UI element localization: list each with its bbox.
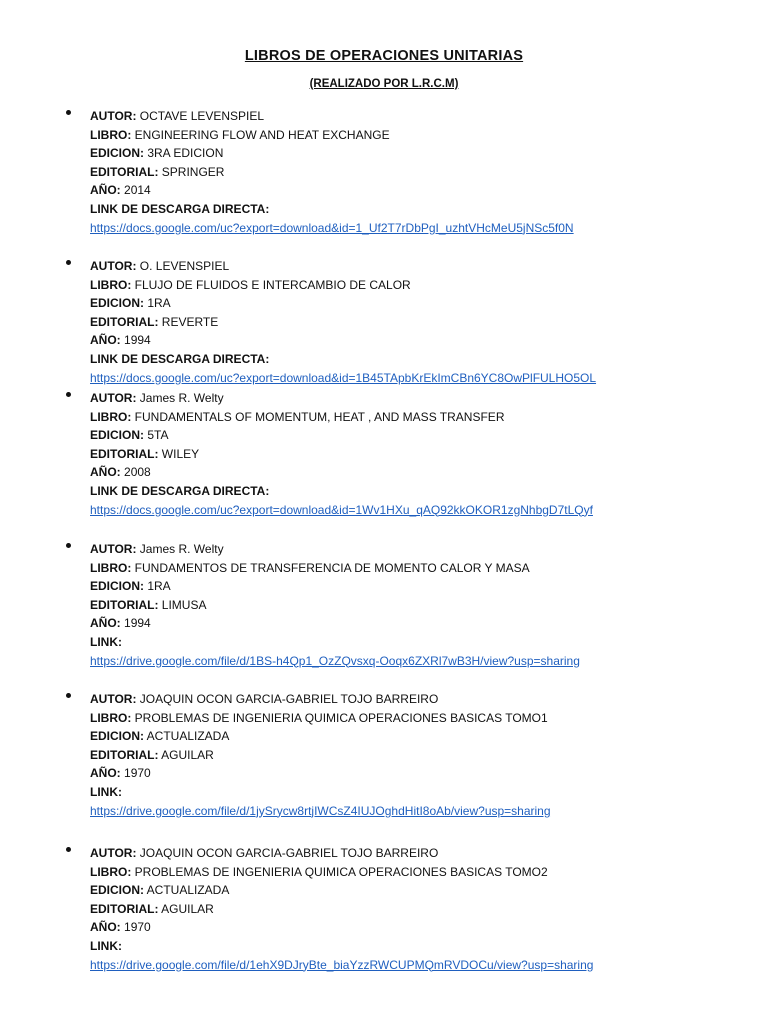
book-label: LIBRO: (90, 560, 132, 575)
publisher-label: EDITORIAL: (90, 314, 159, 329)
publisher-value: REVERTE (161, 314, 219, 329)
publisher-line (90, 313, 750, 332)
download-link[interactable]: https://docs.google.com/uc?export=download&id=1B45TApbKrEkImCBn6YC8OwPlFULHO5OL (90, 370, 597, 385)
book-entry (90, 844, 750, 974)
year-line (90, 463, 750, 482)
edition-label: EDICION: (90, 146, 144, 161)
link-label: LINK: (90, 784, 122, 799)
book-line (90, 709, 750, 728)
edition-value: 1RA (147, 296, 171, 311)
year-label: AÑO: (90, 920, 121, 935)
link-label: LINK: (90, 634, 122, 649)
author-label: AUTOR: (90, 692, 137, 706)
year-value: 2008 (124, 465, 151, 480)
book-entry (90, 690, 750, 820)
book-value: FUNDAMENTOS DE TRANSFERENCIA DE MOMENTO CALOR Y MASA (134, 560, 530, 575)
edition-label: EDICION: (90, 883, 144, 898)
book-entry (90, 257, 750, 387)
author-value: James R. Welty (139, 542, 224, 556)
year-label: AÑO: (90, 616, 121, 631)
publisher-label: EDITORIAL: (90, 164, 159, 179)
author-value: OCTAVE LEVENSPIEL (139, 109, 265, 123)
edition-value: 3RA EDICION (147, 146, 224, 161)
book-entry (90, 107, 750, 237)
author-line (90, 389, 750, 408)
year-label: AÑO: (90, 183, 121, 198)
edition-line (90, 144, 750, 163)
bullet-icon (66, 110, 71, 115)
link-label: LINK DE DESCARGA DIRECTA: (90, 201, 270, 216)
author-line (90, 257, 750, 276)
edition-line (90, 294, 750, 313)
year-value: 1970 (124, 920, 151, 935)
author-line (90, 844, 750, 863)
year-value: 1994 (124, 616, 151, 631)
publisher-label: EDITORIAL: (90, 747, 159, 762)
publisher-label: EDITORIAL: (90, 901, 159, 916)
document-subtitle: (REALIZADO POR L.R.C.M) (309, 78, 459, 90)
publisher-line (90, 746, 750, 765)
bullet-icon (66, 847, 71, 852)
author-label: AUTOR: (90, 391, 137, 405)
book-label: LIBRO: (90, 710, 132, 725)
year-label: AÑO: (90, 465, 121, 480)
publisher-line (90, 596, 750, 615)
book-label: LIBRO: (90, 409, 132, 424)
link-label: LINK DE DESCARGA DIRECTA: (90, 483, 270, 498)
publisher-label: EDITORIAL: (90, 446, 159, 461)
edition-line (90, 727, 750, 746)
document-title: LIBROS DE OPERACIONES UNITARIAS (244, 48, 524, 64)
author-line (90, 540, 750, 559)
book-value: FLUJO DE FLUIDOS E INTERCAMBIO DE CALOR (134, 277, 411, 292)
author-value: JOAQUIN OCON GARCIA-GABRIEL TOJO BARREIRO (139, 846, 439, 860)
bullet-icon (66, 392, 71, 397)
year-line (90, 181, 750, 200)
bullet-icon (66, 693, 71, 698)
publisher-value: SPRINGER (161, 164, 225, 179)
author-value: O. LEVENSPIEL (139, 259, 230, 273)
author-label: AUTOR: (90, 542, 137, 556)
year-line (90, 764, 750, 783)
book-line (90, 408, 750, 427)
edition-value: ACTUALIZADA (146, 883, 230, 898)
edition-value: 1RA (147, 579, 171, 594)
book-label: LIBRO: (90, 864, 132, 879)
book-line (90, 276, 750, 295)
author-value: JOAQUIN OCON GARCIA-GABRIEL TOJO BARREIRO (139, 692, 439, 706)
link-label: LINK DE DESCARGA DIRECTA: (90, 351, 270, 366)
publisher-line (90, 445, 750, 464)
book-line (90, 126, 750, 145)
year-line (90, 614, 750, 633)
year-value: 2014 (124, 183, 151, 198)
bullet-icon (66, 543, 71, 548)
book-entry (90, 389, 750, 519)
edition-label: EDICION: (90, 579, 144, 594)
book-line (90, 559, 750, 578)
publisher-label: EDITORIAL: (90, 597, 159, 612)
book-label: LIBRO: (90, 277, 132, 292)
year-value: 1970 (124, 766, 151, 781)
year-line (90, 331, 750, 350)
link-label: LINK: (90, 938, 122, 953)
book-value: ENGINEERING FLOW AND HEAT EXCHANGE (134, 127, 390, 142)
publisher-value: AGUILAR (161, 901, 214, 916)
edition-label: EDICION: (90, 428, 144, 443)
author-line (90, 107, 750, 126)
edition-value: 5TA (147, 428, 169, 443)
download-link[interactable]: https://drive.google.com/file/d/1jySrycw8rtjIWCsZ4IUJOghdHitI8oAb/view?usp=sharing (90, 803, 551, 818)
year-label: AÑO: (90, 766, 121, 781)
year-label: AÑO: (90, 333, 121, 348)
year-value: 1994 (124, 333, 151, 348)
download-link[interactable]: https://drive.google.com/file/d/1ehX9DJryBte_biaYzzRWCUPMQmRVDOCu/view?usp=sharing (90, 957, 594, 972)
book-value: FUNDAMENTALS OF MOMENTUM, HEAT , AND MASS TRANSFER (134, 409, 505, 424)
author-label: AUTOR: (90, 846, 137, 860)
publisher-value: WILEY (161, 446, 200, 461)
book-entry (90, 540, 750, 670)
publisher-line (90, 900, 750, 919)
year-line (90, 918, 750, 937)
publisher-line (90, 163, 750, 182)
publisher-value: LIMUSA (161, 597, 207, 612)
author-label: AUTOR: (90, 109, 137, 123)
bullet-icon (66, 260, 71, 265)
publisher-value: AGUILAR (161, 747, 214, 762)
book-line (90, 863, 750, 882)
author-label: AUTOR: (90, 259, 137, 273)
edition-line (90, 577, 750, 596)
download-link[interactable]: https://drive.google.com/file/d/1BS-h4Qp1_OzZQvsxq-Ooqx6ZXRl7wB3H/view?usp=sharing (90, 653, 580, 668)
download-link[interactable]: https://docs.google.com/uc?export=download&id=1_Uf2T7rDbPgI_uzhtVHcMeU5jNSc5f0N (90, 220, 574, 235)
edition-label: EDICION: (90, 729, 144, 744)
edition-value: ACTUALIZADA (146, 729, 230, 744)
edition-line (90, 426, 750, 445)
book-value: PROBLEMAS DE INGENIERIA QUIMICA OPERACIONES BASICAS TOMO1 (134, 710, 548, 725)
edition-label: EDICION: (90, 296, 144, 311)
download-link[interactable]: https://docs.google.com/uc?export=download&id=1Wv1HXu_qAQ92kkOKOR1zgNhbgD7tLQyf (90, 502, 593, 517)
book-label: LIBRO: (90, 127, 132, 142)
edition-line (90, 881, 750, 900)
author-line (90, 690, 750, 709)
book-value: PROBLEMAS DE INGENIERIA QUIMICA OPERACIONES BASICAS TOMO2 (134, 864, 548, 879)
author-value: James R. Welty (139, 391, 224, 405)
